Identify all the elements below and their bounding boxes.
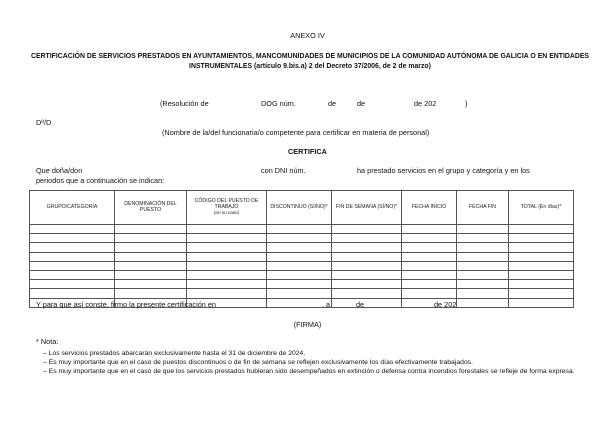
resolution-de-2: de (357, 99, 366, 108)
services-table (29, 190, 574, 308)
table-row (30, 280, 574, 289)
table-cell[interactable] (187, 252, 267, 261)
table-cell[interactable] (402, 261, 457, 270)
table-cell[interactable] (187, 289, 267, 298)
annex-title: ANEXO IV (290, 31, 325, 40)
table-cell[interactable] (457, 252, 509, 261)
table-cell[interactable] (115, 252, 187, 261)
table-row (30, 225, 574, 234)
column-header (332, 191, 402, 225)
table-cell[interactable] (30, 225, 115, 234)
resolution-year: de 202 (414, 99, 437, 108)
table-cell[interactable] (30, 243, 115, 252)
table-cell[interactable] (115, 261, 187, 270)
table-cell[interactable] (332, 289, 402, 298)
table-cell[interactable] (267, 280, 332, 289)
table-cell[interactable] (187, 280, 267, 289)
resolution-close: ) (465, 99, 468, 108)
official-caption: (Nombre de la/del funcionaria/o competente para certificar en materia de personal) (162, 128, 430, 137)
table-row (30, 289, 574, 298)
column-header (30, 191, 115, 225)
table-cell[interactable] (509, 252, 574, 261)
column-header (187, 191, 267, 225)
column-header (402, 191, 457, 225)
closing-text: Y para que así conste, firmo la presente certificación en (36, 300, 216, 309)
table-header-row (30, 191, 574, 225)
table-cell[interactable] (332, 252, 402, 261)
table-cell[interactable] (267, 243, 332, 252)
resolution-de-1: de (328, 99, 337, 108)
table-cell[interactable] (457, 225, 509, 234)
table-cell[interactable] (30, 234, 115, 243)
table-cell[interactable] (402, 280, 457, 289)
table-cell[interactable] (457, 298, 509, 307)
column-header-label: FECHA INICIO (411, 203, 447, 210)
firma-label: (FIRMA) (293, 320, 322, 329)
table-cell[interactable] (509, 225, 574, 234)
table-cell[interactable] (332, 243, 402, 252)
column-header-label: GRUPO/CATEGORÍA (46, 203, 98, 210)
table-cell[interactable] (402, 252, 457, 261)
table-cell[interactable] (332, 298, 402, 307)
table-cell[interactable] (115, 234, 187, 243)
table-cell[interactable] (457, 234, 509, 243)
table-cell[interactable] (332, 280, 402, 289)
table-cell[interactable] (30, 289, 115, 298)
table-cell[interactable] (509, 261, 574, 270)
note-item: – Los servicios prestados abarcarán exclusivamente hasta el 31 de diciembre de 2024. (43, 350, 306, 357)
table-cell[interactable] (332, 270, 402, 279)
table-cell[interactable] (509, 270, 574, 279)
table-cell[interactable] (187, 225, 267, 234)
column-header (267, 191, 332, 225)
table-cell[interactable] (509, 234, 574, 243)
table-cell[interactable] (187, 261, 267, 270)
column-header-label: CÓDIGO DEL PUESTO DE TRABAJO (194, 198, 259, 210)
table-cell[interactable] (509, 243, 574, 252)
table-row (30, 252, 574, 261)
table-cell[interactable] (402, 270, 457, 279)
table-cell[interactable] (332, 225, 402, 234)
note-item: – Es muy importante que en el caso de que los servicios prestados hubieran sido desempeñados en extinción o defensa contra incendios forestales se refleje de forma expresa. (43, 368, 575, 375)
table-cell[interactable] (267, 234, 332, 243)
column-header-label: FIN DE SEMANA (SÍ/NO)* (335, 203, 398, 210)
table-cell[interactable] (402, 234, 457, 243)
table-cell[interactable] (509, 298, 574, 307)
notes-list (43, 349, 593, 376)
table-cell[interactable] (402, 243, 457, 252)
table-cell[interactable] (30, 252, 115, 261)
table-cell[interactable] (187, 270, 267, 279)
table-row (30, 243, 574, 252)
table-cell[interactable] (187, 234, 267, 243)
table-cell[interactable] (402, 225, 457, 234)
column-header-label: DENOMINACIÓN DEL PUESTO (124, 200, 177, 213)
closing-year: de 202 (434, 300, 457, 309)
table-cell[interactable] (267, 270, 332, 279)
column-header-label: DISCONTINUO (SÍ/NO)* (270, 203, 328, 210)
table-cell[interactable] (267, 252, 332, 261)
column-header (115, 191, 187, 225)
table-cell[interactable] (509, 289, 574, 298)
closing-a: , a (322, 300, 331, 309)
table-cell[interactable] (267, 289, 332, 298)
table-cell[interactable] (115, 289, 187, 298)
table-cell[interactable] (332, 261, 402, 270)
statement-dni: con DNI núm. (261, 166, 306, 175)
note-item: – Es muy importante que en el caso de puestos discontinuos o de fin de semana se reflejen exclusivamente los días efectivamente trabajados. (43, 359, 473, 366)
table-row (30, 234, 574, 243)
table-cell[interactable] (30, 280, 115, 289)
table-cell[interactable] (267, 261, 332, 270)
table-row (30, 270, 574, 279)
table-cell[interactable] (115, 243, 187, 252)
table-cell[interactable] (332, 234, 402, 243)
table-cell[interactable] (30, 261, 115, 270)
column-header-label: TOTAL (En días)* (520, 203, 562, 210)
column-header (509, 191, 574, 225)
table-cell[interactable] (509, 280, 574, 289)
column-header-label: FECHA FIN (468, 203, 497, 210)
table-cell[interactable] (187, 243, 267, 252)
certifica-heading: CERTIFICA (288, 147, 327, 156)
column-header-sub: (en su caso) (213, 210, 240, 216)
table-cell[interactable] (457, 289, 509, 298)
dog-label: DOG núm. (261, 99, 296, 108)
official-label: Dª/D (36, 118, 52, 127)
resolution-label: (Resolución de (160, 99, 209, 108)
table-cell[interactable] (457, 270, 509, 279)
closing-de: de (356, 300, 365, 309)
table-cell[interactable] (267, 225, 332, 234)
table-cell[interactable] (457, 261, 509, 270)
table-cell[interactable] (30, 270, 115, 279)
table-row (30, 261, 574, 270)
statement-line2: periodos que a continuación se indican: (36, 176, 165, 185)
table-cell[interactable] (402, 289, 457, 298)
table-cell[interactable] (457, 243, 509, 252)
column-header (457, 191, 509, 225)
statement-que: Que doña/don (36, 166, 83, 175)
table-cell[interactable] (457, 280, 509, 289)
document-title: CERTIFICACIÓN DE SERVICIOS PRESTADOS EN AYUNTAMIENTOS, MANCOMUNIDADES DE MUNICIPIOS DE LA COMUNIDAD AUTÓNOMA DE GALICIA O EN ENTIDADES INSTRUMENTALES (artículo 9.bis.a) 2 del Decreto 37/2006, de 2 de marzo) (30, 53, 590, 70)
table-cell[interactable] (115, 225, 187, 234)
statement-ha: ha prestado servicios en el grupo y categoría y en los (357, 166, 530, 175)
table-cell[interactable] (115, 270, 187, 279)
notes-title: * Nota: (36, 337, 59, 346)
table-cell[interactable] (115, 280, 187, 289)
